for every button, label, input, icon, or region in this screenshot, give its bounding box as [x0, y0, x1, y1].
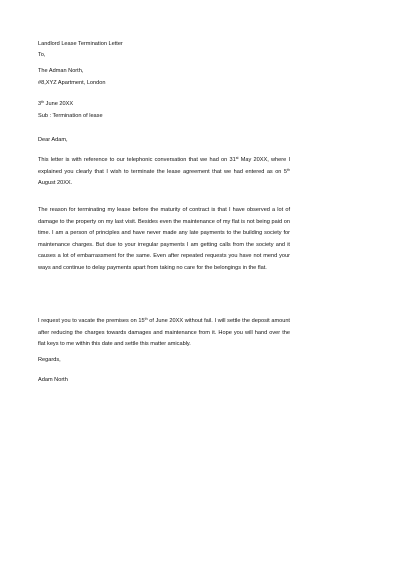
paragraph-1-part-c: August 20XX. — [38, 180, 73, 186]
paragraph-2: The reason for terminating my lease before the maturity of contract is that I have observed a lot of damage to the property on my last visit. Besides even the maintenance of my flat is not being paid on time. I am a person of principles and have never made any late payments to the building society for maintenance charges. But due to your irregular payments I am getting calls from the society and it causes a lot of embarrassment for the same. Even after repeated requests you have not mend your ways and continue to delay payments apart from taking no care for the belongings in the flat. — [38, 207, 290, 271]
recipient-name: The Adman North, — [38, 68, 84, 74]
to-label: To, — [38, 52, 46, 58]
letter-date — [38, 101, 73, 108]
paragraph-3-part-b: of June 20XX without fail. I will settle the deposit amount after reducing the charges towards damages and maintenance from it. Hope you will hand over the flat keys to me within this date and settle this matter amicably. — [38, 318, 290, 347]
date-suffix: th — [41, 100, 45, 104]
paragraph-3-sup: th — [144, 317, 148, 321]
paragraph-1-part-b: May 20XX, where I explained you clearly that I wish to terminate the lease agreement that we had entered as on 5 — [38, 157, 290, 175]
paragraph-3-part-a: I request you to vacate the premises on 15 — [38, 318, 145, 324]
paragraph-1-part-a: This letter is with reference to our telephonic conversation that we had on 31 — [38, 157, 236, 163]
subject-line: Sub : Termination of lease — [38, 113, 103, 119]
closing: Regards, — [38, 357, 61, 363]
recipient-address: #8,XYZ Apartment, London — [38, 80, 106, 86]
signature: Adam North — [38, 377, 68, 383]
paragraph-3 — [38, 316, 290, 351]
salutation: Dear Adam, — [38, 137, 68, 143]
letter-title: Landlord Lease Termination Letter — [38, 41, 123, 47]
date-rest: June 20XX — [44, 101, 74, 107]
paragraph-1-sup-1: st — [235, 156, 239, 160]
paragraph-1 — [38, 155, 290, 190]
date-day: 3 — [38, 101, 42, 107]
paragraph-1-sup-2: th — [287, 167, 290, 172]
